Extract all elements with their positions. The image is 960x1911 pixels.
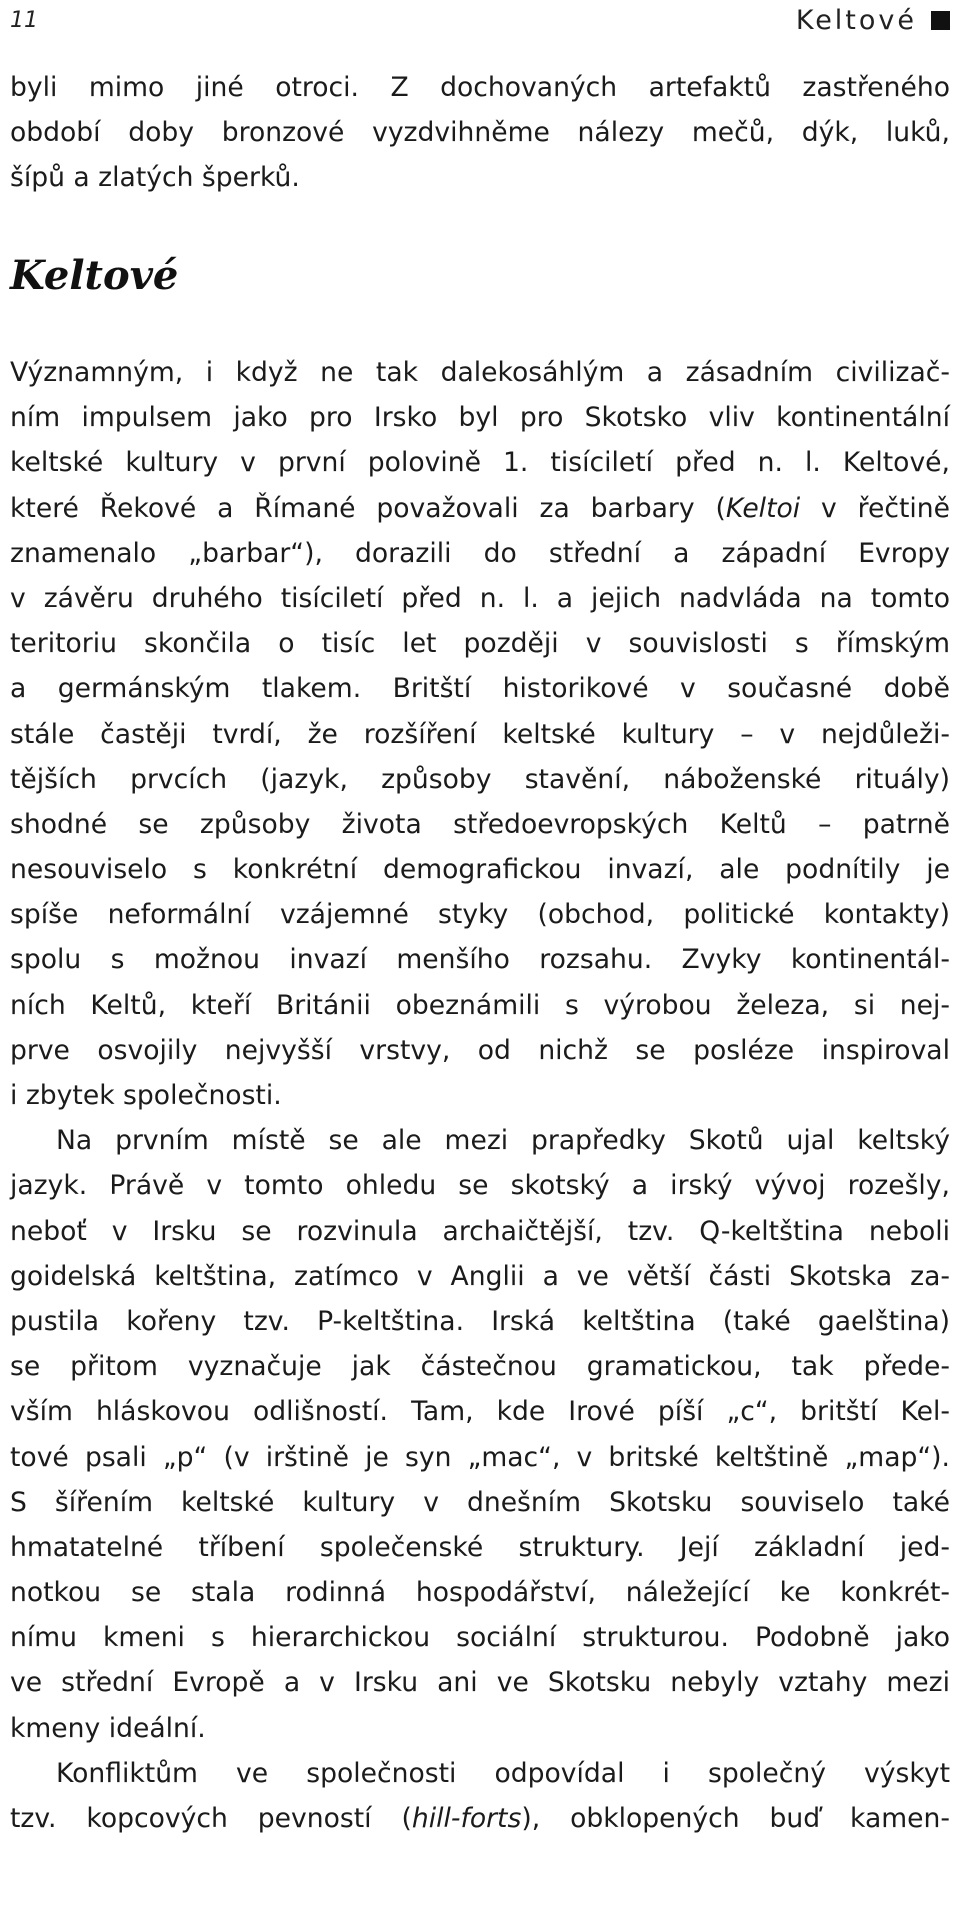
text-line: Konfliktům ve společnosti odpovídal i společný výskyt xyxy=(56,1757,950,1789)
page-number: 11 xyxy=(10,7,38,33)
text-line: tějších prvcích (jazyk, způsoby stavění, náboženské rituály) xyxy=(10,763,950,795)
text-line: a germánským tlakem. Britští historikové v současné době xyxy=(10,673,950,705)
text-line: v závěru druhého tisíciletí před n. l. a jejich nadvláda na tomto xyxy=(10,582,950,614)
text-line xyxy=(10,486,950,531)
intro-paragraph xyxy=(10,65,950,201)
text-line: kmeny ideální. xyxy=(10,1712,206,1744)
text-line: notkou se stala rodinná hospodářství, náležející ke konkrét- xyxy=(10,1577,950,1609)
text-line: spíše neformální vzájemné styky (obchod, politické kontakty) xyxy=(10,899,950,931)
text-line: tové psali „p“ (v irštině je syn „mac“, v britské keltštině „map“). xyxy=(10,1441,950,1473)
text-line: stále častěji tvrdí, že rozšíření keltské kultury – v nejdůleži- xyxy=(10,718,950,750)
text-run: ), obklopených buď kamen- xyxy=(521,1803,950,1834)
text-line: ních Keltů, kteří Británii obeznámili s výrobou železa, si nej- xyxy=(10,989,950,1021)
text-line: šípů a zlatých šperků. xyxy=(10,162,300,194)
text-line: nímu kmeni s hierarchickou sociální strukturou. Podobně jako xyxy=(10,1622,950,1654)
text-line: byli mimo jiné otroci. Z dochovaných artefaktů zastřeného xyxy=(10,72,950,103)
text-line: vším hláskovou odlišností. Tam, kde Irové píší „c“, britští Kel- xyxy=(10,1396,950,1428)
text-line: ním impulsem jako pro Irsko byl pro Skotsko vliv kontinentální xyxy=(10,402,950,434)
text-line xyxy=(10,1796,950,1841)
running-header xyxy=(10,0,950,40)
text-line: hmatatelné tříbení společenské struktury. Její základní jed- xyxy=(10,1531,950,1563)
square-bullet-icon xyxy=(931,11,950,30)
text-line: shodné se způsoby života středoevropských Keltů – patrně xyxy=(10,808,950,840)
text-line: znamenalo „barbar“), dorazili do střední a západní Evropy xyxy=(10,537,950,569)
section-heading: Keltové xyxy=(10,252,179,299)
text-line: spolu s možnou invazí menšího rozsahu. Zvyky kontinentál- xyxy=(10,944,950,976)
running-title-group xyxy=(796,5,950,36)
italic-term: hill-forts xyxy=(411,1803,522,1834)
text-line: keltské kultury v první polovině 1. tisíciletí před n. l. Keltové, xyxy=(10,447,950,479)
text-line: i zbytek společnosti. xyxy=(10,1080,282,1111)
text-line: pustila kořeny tzv. P-keltština. Irská keltština (také gaelština) xyxy=(10,1305,950,1337)
text-line: jazyk. Právě v tomto ohledu se skotský a irský vývoj rozešly, xyxy=(10,1170,950,1202)
text-line: ve střední Evropě a v Irsku ani ve Skotsku nebyly vztahy mezi xyxy=(10,1667,950,1699)
text-run: tzv. kopcových pevností ( xyxy=(10,1803,412,1834)
italic-term: Keltoi xyxy=(725,492,801,524)
section-body xyxy=(10,350,950,1841)
text-line: se přitom vyznačuje jak částečnou gramatickou, tak přede- xyxy=(10,1351,950,1383)
text-run: v řečtině xyxy=(800,492,950,524)
text-line: Významným, i když ne tak dalekosáhlým a zásadním civilizač- xyxy=(10,357,950,388)
text-line: období doby bronzové vyzdvihněme nálezy mečů, dýk, luků, xyxy=(10,117,950,149)
text-line: S šířením keltské kultury v dnešním Skotsku souviselo také xyxy=(10,1486,950,1518)
running-title: Keltové xyxy=(795,4,917,36)
text-line: nesouviselo s konkrétní demografickou invazí, ale podnítily je xyxy=(10,854,950,886)
text-line: neboť v Irsku se rozvinula archaičtější, tzv. Q-keltština neboli xyxy=(10,1215,950,1247)
text-line: Na prvním místě se ale mezi prapředky Skotů ujal keltský xyxy=(56,1125,950,1157)
text-line: prve osvojily nejvyšší vrstvy, od nichž se posléze inspiroval xyxy=(10,1034,950,1066)
text-line: teritoriu skončila o tisíc let později v souvislosti s římským xyxy=(10,628,950,660)
text-line: goidelská keltština, zatímco v Anglii a ve větší části Skotska za- xyxy=(10,1260,950,1292)
text-run: které Řekové a Římané považovali za barbary ( xyxy=(10,492,726,524)
